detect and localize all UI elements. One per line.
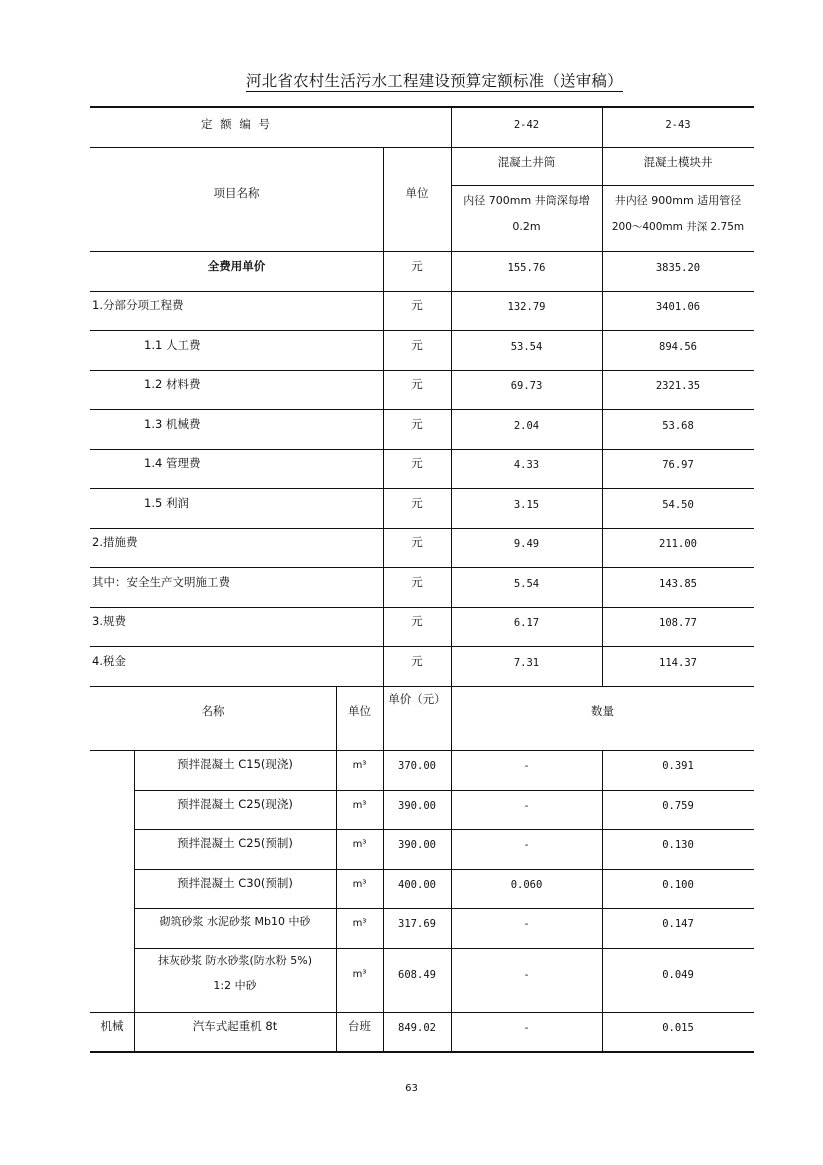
unit-label: 单位: [405, 186, 429, 200]
cost-row-v2: 53.68: [662, 420, 694, 432]
material-qty-2-42: -: [523, 839, 530, 851]
material-name: 预拌混凝土 C30(预制): [177, 876, 293, 890]
machinery-qty-2-43: 0.015: [662, 1022, 694, 1034]
cost-row-v2: 108.77: [659, 617, 697, 629]
cost-row-unit: 元: [411, 456, 423, 470]
cost-row-name: 4.税金: [92, 654, 126, 668]
cost-row-v2: 3401.06: [655, 301, 701, 313]
cost-row-unit: 元: [411, 496, 423, 510]
row-divider: [90, 330, 754, 331]
cost-row-v2: 211.00: [659, 538, 697, 550]
machinery-qty-2-42: -: [523, 1022, 530, 1034]
col2-desc-line2: 200～400mm 井深 2.75m: [611, 221, 745, 233]
material-qty-2-43: 0.100: [662, 879, 694, 891]
material-qty-2-43: 0.147: [662, 918, 694, 930]
cost-row-v2: 76.97: [662, 459, 694, 471]
material-name: 预拌混凝土 C25(预制): [177, 836, 293, 850]
cost-row-v1: 3.15: [513, 499, 540, 511]
material-unit: m³: [352, 918, 367, 929]
document-title: 河北省农村生活污水工程建设预算定额标准（送审稿）: [246, 72, 623, 90]
cost-row-v1: 155.76: [507, 262, 546, 274]
row-divider: [90, 409, 754, 410]
row-divider: [134, 829, 754, 830]
table-bottom-border: [90, 1051, 754, 1053]
cost-row-v1: 2.04: [513, 420, 540, 432]
material-name: 预拌混凝土 C25(现浇): [177, 797, 293, 811]
row-divider: [90, 147, 754, 148]
machinery-unit: 台班: [348, 1019, 371, 1033]
cost-row-name: 1.5 利润: [144, 496, 189, 510]
resource-unit-label: 单位: [348, 704, 371, 718]
cost-row-v1: 4.33: [513, 459, 540, 471]
quota-code-label: 定 额 编 号: [201, 117, 272, 131]
col1-name: 混凝土井筒: [497, 155, 556, 169]
row-divider: [90, 646, 754, 647]
cost-row-name: 2.措施费: [92, 535, 138, 549]
col-divider: [336, 686, 337, 1052]
resource-price-label: 单价（元）: [388, 692, 446, 706]
row-divider: [90, 251, 754, 252]
cost-row-name: 全费用单价: [207, 259, 266, 273]
col-divider: [134, 750, 135, 1052]
col-divider: [602, 750, 603, 1052]
cost-row-unit: 元: [411, 614, 423, 628]
material-qty-2-42: 0.060: [510, 879, 543, 891]
quota-code-2-42: 2-42: [513, 119, 540, 131]
material-qty-2-43: 0.759: [662, 800, 694, 812]
item-name-label: 项目名称: [213, 186, 260, 200]
row-divider: [134, 790, 754, 791]
cost-row-v1: 9.49: [513, 538, 540, 550]
cost-row-v2: 894.56: [659, 341, 697, 353]
cost-row-v2: 54.50: [662, 499, 694, 511]
material-unit: m³: [352, 839, 367, 850]
material-qty-2-43: 0.391: [662, 760, 694, 772]
material-price: 400.00: [398, 879, 436, 891]
col-divider: [383, 686, 384, 1052]
cost-row-v2: 143.85: [659, 578, 697, 590]
material-price: 370.00: [398, 760, 436, 772]
cost-row-name: 其中：安全生产文明施工费: [92, 575, 230, 589]
material-name: 预拌混凝土 C15(现浇): [177, 757, 293, 771]
row-divider: [90, 370, 754, 371]
cost-row-unit: 元: [411, 417, 423, 431]
machinery-price: 849.02: [398, 1022, 436, 1034]
material-qty-2-42: -: [523, 969, 530, 981]
resource-qty-label: 数量: [591, 704, 614, 718]
cost-row-v1: 132.79: [507, 301, 546, 313]
material-qty-2-42: -: [523, 760, 530, 772]
row-divider: [90, 449, 754, 450]
cost-row-v2: 3835.20: [655, 262, 701, 274]
table-top-border: [90, 106, 754, 108]
material-qty-2-43: 0.130: [662, 839, 694, 851]
cost-row-unit: 元: [411, 535, 423, 549]
material-name: 抹灰砂浆 防水砂浆(防水粉 5%): [157, 954, 313, 967]
cost-row-v1: 5.54: [513, 578, 540, 590]
cost-row-name: 3.规费: [92, 614, 126, 628]
material-unit: m³: [352, 760, 367, 771]
cost-row-name: 1.1 人工费: [144, 338, 201, 352]
cost-row-name: 1.2 材料费: [144, 377, 201, 391]
cost-row-name: 1.分部分项工程费: [92, 298, 184, 312]
col2-desc-line1: 井内径 900mm 适用管径: [614, 194, 742, 207]
cost-row-unit: 元: [411, 298, 423, 312]
material-name: 砌筑砂浆 水泥砂浆 Mb10 中砂: [159, 915, 311, 928]
cost-row-v2: 2321.35: [655, 380, 701, 392]
material-unit: m³: [352, 969, 367, 980]
cost-row-v1: 53.54: [510, 341, 543, 353]
cost-row-unit: 元: [411, 575, 423, 589]
cost-row-v1: 7.31: [513, 657, 540, 669]
row-divider: [90, 1012, 754, 1013]
material-name-line2: 1:2 中砂: [213, 979, 257, 992]
row-divider: [90, 686, 754, 687]
row-divider: [134, 869, 754, 870]
material-price: 390.00: [398, 839, 436, 851]
material-qty-2-43: 0.049: [662, 969, 694, 981]
cost-row-v2: 114.37: [659, 657, 697, 669]
cost-row-unit: 元: [411, 377, 423, 391]
col2-name: 混凝土模块井: [643, 155, 713, 169]
row-divider: [134, 948, 754, 949]
cost-row-unit: 元: [411, 654, 423, 668]
material-qty-2-42: -: [523, 800, 530, 812]
col1-desc-line2: 0.2m: [512, 220, 541, 233]
row-divider: [90, 607, 754, 608]
cost-row-name: 1.4 管理费: [144, 456, 201, 470]
material-price: 317.69: [398, 918, 436, 930]
material-qty-2-42: -: [523, 918, 530, 930]
row-divider: [90, 750, 754, 751]
material-unit: m³: [352, 800, 367, 811]
row-divider: [90, 488, 754, 489]
row-divider: [90, 291, 754, 292]
cost-row-unit: 元: [411, 259, 423, 273]
resource-name-label: 名称: [201, 704, 225, 718]
col-divider: [451, 686, 452, 1052]
machinery-category: 机械: [100, 1019, 124, 1033]
cost-row-name: 1.3 机械费: [144, 417, 201, 431]
cost-row-v1: 69.73: [510, 380, 543, 392]
material-price: 390.00: [398, 800, 436, 812]
material-unit: m³: [352, 879, 367, 890]
quota-code-2-43: 2-43: [665, 119, 691, 131]
cost-row-unit: 元: [411, 338, 423, 352]
row-divider: [134, 908, 754, 909]
page-number: 63: [405, 1083, 418, 1094]
row-divider: [90, 567, 754, 568]
material-price: 608.49: [398, 969, 436, 981]
cost-row-v1: 6.17: [513, 617, 540, 629]
row-divider: [90, 528, 754, 529]
machinery-name: 汽车式起重机 8t: [192, 1019, 278, 1033]
col1-desc-line1: 内径 700mm 井筒深每增: [463, 194, 590, 207]
